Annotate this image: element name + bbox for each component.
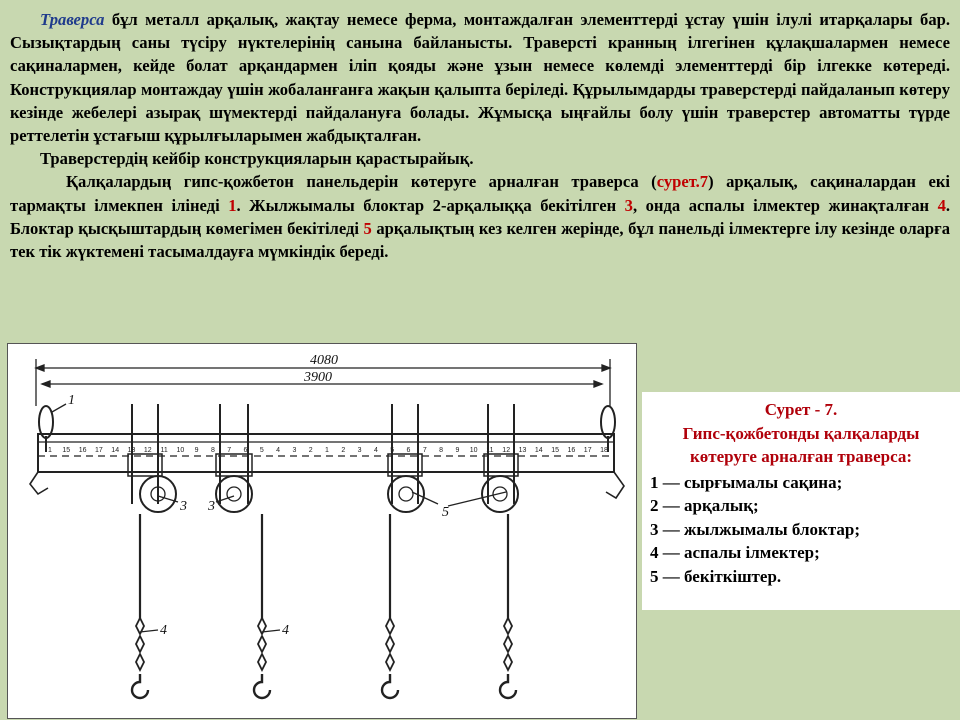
- legend-item-3: 3 — жылжымалы блоктар;: [650, 519, 860, 539]
- scale-number: 4: [276, 447, 281, 454]
- ref-number-4: 4: [937, 195, 946, 215]
- desc-part-c: . Жылжымалы блоктар 2-арқалыққа бекітілген: [236, 195, 625, 215]
- label-1: 1: [68, 393, 75, 408]
- scale-number: 16: [78, 447, 87, 454]
- ref-number-5: 5: [363, 218, 372, 238]
- desc-part-b: ) арқалық, сақиналардан екі тармақты ілмекпен ілінеді: [10, 172, 950, 215]
- caption-legend: [642, 471, 960, 589]
- scale-number: 9: [194, 447, 199, 454]
- scale-number: 2: [341, 447, 346, 454]
- scale-number: 5: [390, 447, 395, 454]
- desc-part-d: , онда аспалы ілмектер жинақталған: [632, 195, 938, 215]
- paragraph-definition: [10, 8, 950, 147]
- legend-item-5: 5 — бекіткіштер.: [650, 566, 782, 586]
- scale-number: 13: [127, 447, 136, 454]
- label-4-left: 4: [160, 623, 167, 638]
- figure-caption: [642, 392, 960, 610]
- legend-item-2: 2 — арқалық;: [650, 496, 759, 516]
- scale-number: 14: [111, 447, 120, 454]
- scale-number: 1: [48, 447, 52, 454]
- scale-number: 5: [259, 447, 264, 454]
- scale-number: 15: [551, 447, 559, 454]
- desc-part-a: Қалқалардың гипс-қожбетон панельдерін көтеруге арналған траверса (: [66, 172, 657, 192]
- paragraph-definition-text: бұл металл арқалық, жақтау немесе ферма, монтаждалған элементтерді ұстау үшін ілулі итарқалары бар. Сызықтардың саны түсіру нүктелерінің санына байланысты. Траверсті кранның ілгегінен құлақшалармен немесе сақиналармен, кейде болат арқандармен іліп қояды және ұзын немесе көлемді элементтерді бір ілгекке көтереді. Конструкциялар монтаждау үшін жобаланғанға жақын қалыпта беріледі. Құрылымдарды траверстерді пайдаланып көтеру кезінде жебелері азырақ шүмектерді пайдалануға болады. Жұмысқа ыңғайлы болу үшін траверстер автоматты түрде реттелетін ұстағыш құрылғыларымен жабдықталған.: [10, 10, 950, 146]
- label-5: 5: [442, 505, 449, 520]
- legend-item-4: 4 — аспалы ілмектер;: [650, 543, 820, 563]
- scale-number: 8: [439, 447, 444, 454]
- term-traversa: Траверса: [40, 10, 105, 29]
- scale-number: 6: [406, 447, 411, 454]
- label-4-right: 4: [282, 623, 289, 638]
- scale-number: 12: [502, 447, 511, 454]
- scale-number: 2: [308, 447, 313, 454]
- body-text: [10, 8, 950, 263]
- scale-number: 12: [143, 447, 152, 454]
- scale-number: 15: [62, 447, 71, 454]
- legend-item-1: 1 — сырғымалы сақина;: [650, 472, 843, 492]
- scale-number: 9: [455, 447, 460, 454]
- scale-number: 16: [567, 447, 576, 454]
- scale-number: 8: [210, 447, 215, 454]
- caption-title-line2: көтеруге арналған траверса:: [689, 447, 913, 467]
- scale-number: 3: [292, 447, 297, 454]
- scale-number: 3: [357, 447, 362, 454]
- block-4: [482, 404, 518, 512]
- dim-inner-label: 3900: [304, 370, 332, 385]
- scale-number: 4: [373, 447, 378, 454]
- scale-number: 11: [486, 447, 494, 454]
- desc-part-e: . Блоктар қысқыштардың көмегімен бекітіледі: [10, 195, 951, 238]
- scale-number: 17: [95, 447, 103, 454]
- scale-number: 18: [600, 447, 608, 454]
- block-1: [128, 404, 176, 512]
- scale-number: 14: [534, 447, 543, 454]
- scale-number: 10: [469, 447, 478, 454]
- block-3: [388, 404, 424, 512]
- figure-reference: сурет.7: [656, 172, 709, 192]
- desc-part-f: арқалықтың кез келген жерінде, бұл панельді ілмектерге ілу кезінде оларға тек тік жүктемені тасымалдауға мүмкіндік береді.: [10, 218, 950, 262]
- paragraph-description: [10, 170, 950, 263]
- scale-number: 7: [422, 447, 427, 454]
- scale-number: 10: [176, 447, 185, 454]
- figure-drawing: [7, 343, 637, 719]
- scale-number: 1: [325, 447, 329, 454]
- scale-number: 6: [243, 447, 248, 454]
- paragraph-intro: Траверстердің кейбір конструкцияларын қарастырайық.: [40, 149, 474, 169]
- ref-number-1: 1: [228, 195, 237, 215]
- caption-figure-number: Сурет - 7.: [764, 400, 838, 419]
- traverse-drawing: [8, 344, 636, 718]
- beam-scale-numbers: [48, 447, 608, 454]
- label-3-left: 3: [180, 499, 187, 514]
- scale-number: 17: [583, 447, 592, 454]
- scale-number: 11: [160, 447, 168, 454]
- caption-title-line1: Гипс-қожбетонды қалқаларды: [682, 423, 920, 443]
- scale-number: 13: [518, 447, 527, 454]
- label-3-right: 3: [208, 499, 215, 514]
- dim-outer-label: 4080: [310, 353, 338, 368]
- block-2: [216, 404, 252, 512]
- ref-number-3: 3: [624, 195, 633, 215]
- scale-number: 7: [227, 447, 232, 454]
